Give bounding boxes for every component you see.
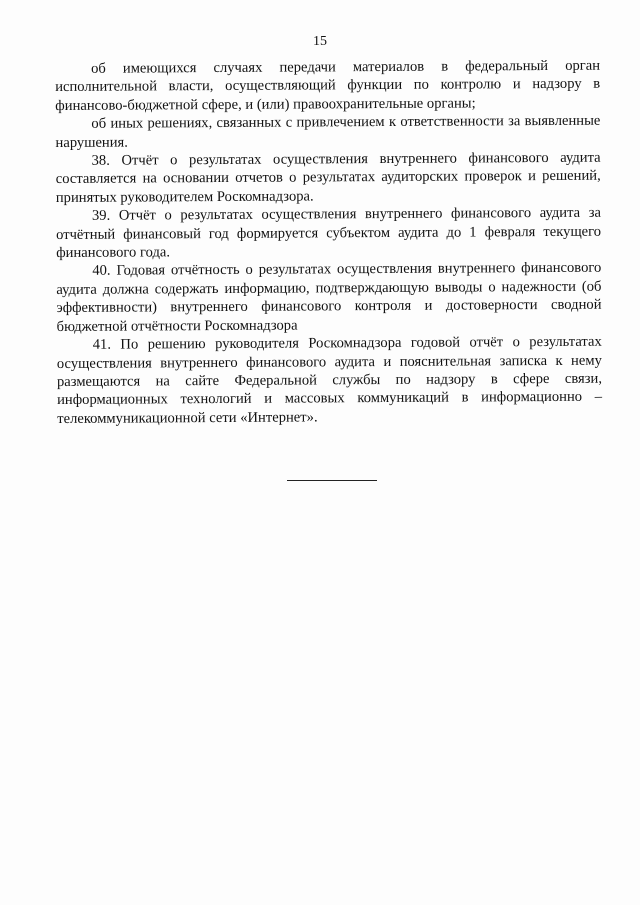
paragraph-list-item-decisions: об иных решениях, связанных с привлечением к ответственности за выявленные нарушения. <box>55 112 601 151</box>
paragraph-list-item-transfers: об имеющихся случаях передачи материалов в федеральный орган исполнительной власти, осуществляющий функции по контролю и надзору в финансово-бюджетной сфере, и (или) правоохранительные органы; <box>55 57 601 114</box>
paragraph-41: 41. По решению руководителя Роскомнадзора годовой отчёт о результатах осуществления внутреннего финансового аудита и пояснительная записка к нему размещаются на сайте Федеральной службы по надзору в сфере связи, информационных технологий и массовых коммуникаций в информационно – телекоммуникационной сети «Интернет». <box>56 333 603 427</box>
paragraph-39: 39. Отчёт о результатах осуществления внутреннего финансового аудита за отчётный финансовый год формируется субъектом аудита до 1 февраля текущего финансового года. <box>56 204 602 262</box>
paragraph-40: 40. Годовая отчётность о результатах осуществления внутреннего финансового аудита должна содержать информацию, подтверждающую выводы о надежности (об эффективности) внутреннего финансового контроля и достоверности сводной бюджетной отчётности Роскомнадзора <box>56 260 602 335</box>
paragraph-38: 38. Отчёт о результатах осуществления внутреннего финансового аудита составляется на основании отчетов о результатах аудиторских проверок и решений, принятых руководителем Роскомнадзора. <box>55 149 601 206</box>
document-body <box>55 57 602 428</box>
page-number: 15 <box>313 34 327 49</box>
end-separator-line <box>287 480 377 481</box>
